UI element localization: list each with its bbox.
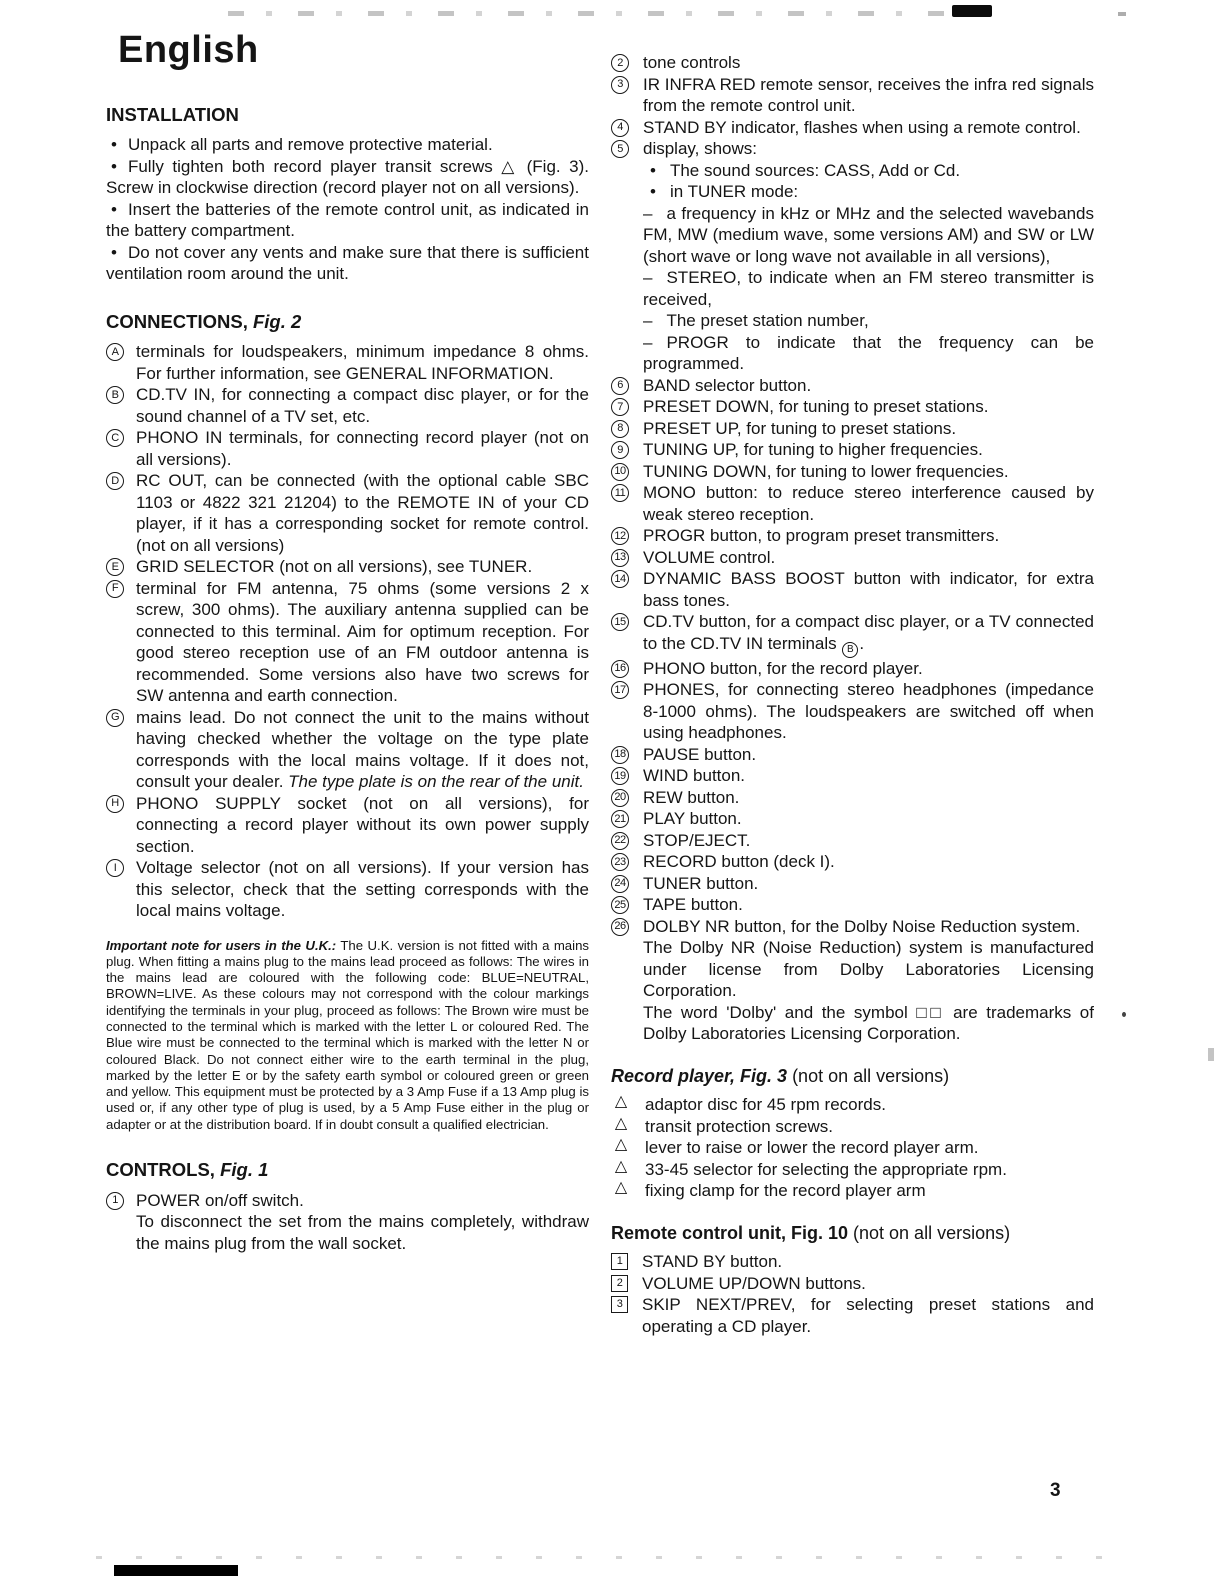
section-heading-connections: CONNECTIONS, Fig. 2 [106, 310, 302, 332]
item-text: PHONO button, for the record player. [643, 658, 923, 678]
item-text: tone controls [643, 53, 741, 72]
list-item [106, 1190, 589, 1212]
list-item [611, 396, 1094, 418]
list-item [611, 744, 1094, 766]
list-item [611, 117, 1094, 139]
item-text: GRID SELECTOR (not on all versions), see TUNER. [136, 557, 533, 576]
item-text: a frequency in kHz or MHz and the selected wavebands FM, MW (medium wave, some versions AM) and SW or LW (short wave or long wave not available in all versions), [643, 203, 1094, 266]
figure-ref: Fig. 2 [252, 310, 302, 332]
record-player-list [611, 1094, 1094, 1202]
item-marker: 24 [611, 875, 629, 893]
item-marker: 20 [611, 789, 629, 807]
item-marker: 11 [611, 484, 629, 502]
item-text: transit protection screws. [645, 1116, 834, 1136]
list-item [611, 203, 1094, 268]
item-text: adaptor disc for 45 rpm records. [645, 1095, 886, 1114]
item-text: The sound sources: CASS, Add or Cd. [669, 160, 961, 180]
list-item [611, 461, 1094, 483]
item-text: MONO button: to reduce stereo interference caused by weak stereo reception. [643, 483, 1094, 524]
list-item [611, 916, 1094, 938]
item-text: RECORD button (deck I). [643, 852, 835, 871]
power-switch-note: To disconnect the set from the mains completely, withdraw the mains plug from the wall socket. [136, 1212, 589, 1253]
controls-list-left [106, 1190, 589, 1212]
warning-triangle-icon: △ [614, 1157, 628, 1175]
item-marker: 23 [611, 853, 629, 871]
item-text: lever to raise or lower the record player arm. [645, 1138, 979, 1157]
item-text: TUNER button. [643, 873, 759, 893]
item-text: mains lead. Do not connect the unit to the mains without having checked whether the voltage on the type plate corresponds with the local mains voltage. If it does not, consult your dealer. The type plate is on the rear of the unit. [136, 707, 589, 791]
item-marker: 3 [611, 76, 629, 94]
warning-triangle-icon: △ [614, 1179, 628, 1196]
section-heading-record-player: Record player, Fig. 3 (not on all versions) [611, 1065, 950, 1086]
list-item [611, 138, 1094, 160]
list-item [611, 658, 1094, 680]
connections-list [106, 341, 589, 922]
item-marker: 1 [106, 1192, 124, 1210]
list-item [106, 707, 589, 793]
item-marker: 21 [611, 810, 629, 828]
item-text: SKIP NEXT/PREV, for selecting preset stations and operating a CD player. [642, 1295, 1094, 1336]
item-text: The preset station number, [666, 311, 869, 330]
item-text: PHONO IN terminals, for connecting record player (not on all versions). [136, 428, 589, 469]
warning-triangle-icon: △ [614, 1136, 628, 1153]
item-marker: E [106, 558, 124, 576]
item-text: REW button. [643, 787, 740, 807]
item-text: in TUNER mode: [669, 182, 799, 201]
list-item [611, 375, 1094, 397]
item-text: Insert the batteries of the remote control unit, as indicated in the battery compartment. [106, 199, 589, 240]
scan-artifact-top-text [228, 11, 970, 16]
item-text: PRESET DOWN, for tuning to preset stations. [643, 397, 989, 416]
list-item [611, 1094, 1094, 1116]
item-marker: 5 [611, 140, 629, 158]
list-item [611, 310, 1094, 332]
item-marker: B [106, 386, 124, 404]
item-marker: 7 [611, 398, 629, 416]
list-item [611, 873, 1094, 895]
list-item [611, 52, 1094, 74]
list-item [106, 242, 589, 285]
left-column [106, 29, 589, 1254]
item-text: VOLUME UP/DOWN buttons. [642, 1273, 866, 1293]
list-item [106, 156, 589, 199]
item-text: fixing clamp for the record player arm [645, 1181, 926, 1200]
item-marker: 17 [611, 681, 629, 699]
item-text: STAND BY button. [642, 1252, 783, 1271]
item-text: Unpack all parts and remove protective material. [127, 135, 493, 154]
remote-control-list [611, 1251, 1094, 1337]
scan-artifact-bottom-line [96, 1556, 1126, 1559]
item-text: terminal for FM antenna, 75 ohms (some versions 2 x screw, 300 ohms). The auxiliary antenna supplied can be connected to this terminal. Aim for optimum reception. For good stereo reception use of an FM outdoor antenna is recommended. Some versions also have two screws for SW antenna and earth connection. [136, 578, 589, 705]
item-text: CD.TV IN, for connecting a compact disc player, or for the sound channel of a TV set, etc. [136, 385, 589, 426]
item-marker: A [106, 343, 124, 361]
item-marker: 15 [611, 613, 629, 631]
item-text: DOLBY NR button, for the Dolby Noise Reduction system. [643, 916, 1081, 936]
item-marker: 18 [611, 746, 629, 764]
warning-triangle-icon: △ [614, 1114, 628, 1132]
list-item [611, 418, 1094, 440]
circled-letter-ref: B [842, 642, 858, 658]
item-text: PROGR to indicate that the frequency can be programmed. [643, 332, 1094, 373]
list-item [106, 470, 589, 556]
scan-artifact-top-blob [952, 5, 992, 17]
scan-artifact-dot [1122, 1012, 1126, 1017]
list-item [611, 160, 1094, 182]
item-text: PAUSE button. [643, 744, 757, 764]
uk-note-lead: Important note for users in the U.K.: [106, 937, 337, 953]
item-text: DYNAMIC BASS BOOST button with indicator, for extra bass tones. [643, 569, 1094, 610]
item-marker: 22 [611, 832, 629, 850]
item-marker: – [643, 311, 653, 330]
list-item [611, 611, 1094, 658]
scan-artifact-bottom-bar [114, 1565, 238, 1576]
list-item [611, 894, 1094, 916]
list-item [611, 765, 1094, 787]
item-text: STAND BY indicator, flashes when using a remote control. [643, 117, 1081, 137]
item-text: BAND selector button. [643, 375, 812, 395]
list-item [611, 547, 1094, 569]
list-item [106, 384, 589, 427]
item-marker: C [106, 429, 124, 447]
item-text: 33-45 selector for selecting the appropriate rpm. [645, 1159, 1007, 1179]
item-marker: • [111, 135, 117, 154]
uk-note-body: The U.K. version is not fitted with a mains plug. When fitting a mains plug to the mains lead proceed as follows: The wires in the mains lead are coloured with the following code: BLUE=NEUTRAL, BROWN=LIVE. As these colours may not correspond with the colour markings identifying the terminals in your plug, proceed as follows: The Brown wire must be connected to the terminal which is marked with the letter L or coloured Red. The Blue wire must be connected to the terminal which is marked with the letter N or coloured Black. Do not connect either wire to the earth terminal in the plug, marked by the letter E or by the safety earth symbol or coloured green or green and yellow. This equipment must be protected by a 3 Amp Fuse if a 13 Amp plug is used or, if any other type of plug is used, by a 5 Amp Fuse either in the plug or adapter or at the distribution board. If in doubt consult a qualified electrician. [106, 937, 589, 1132]
item-marker: • [650, 182, 656, 201]
item-marker: 10 [611, 463, 629, 481]
item-text: WIND button. [643, 766, 746, 785]
item-marker: 8 [611, 420, 629, 438]
right-column [611, 52, 1094, 1337]
item-marker: • [650, 160, 656, 180]
item-text: PHONES, for connecting stereo headphones (impedance 8-1000 ohms). The loudspeakers are switched off when using headphones. [643, 680, 1094, 742]
item-marker: – [643, 268, 653, 287]
list-item [106, 134, 589, 156]
item-marker: 9 [611, 441, 629, 459]
list-item [106, 199, 589, 242]
installation-list [106, 134, 589, 285]
section-heading-remote-control: Remote control unit, Fig. 10 (not on all versions) [611, 1222, 1011, 1243]
item-marker: 4 [611, 119, 629, 137]
item-text: TUNING DOWN, for tuning to lower frequencies. [643, 461, 1009, 481]
item-text: RC OUT, can be connected (with the optional cable SBC 1103 or 4822 321 21204) to the REMOTE IN of your CD player, if it has a corresponding socket for remote control. (not on all versions) [136, 471, 589, 555]
item-text: terminals for loudspeakers, minimum impedance 8 ohms. For further information, see GENERAL INFORMATION. [136, 342, 589, 383]
list-item [611, 1294, 1094, 1337]
item-marker: • [111, 156, 117, 176]
item-marker: G [106, 709, 124, 727]
item-text: Fully tighten both record player transit screws △ (Fig. 3). Screw in clockwise direction (record player not on all versions). [106, 156, 589, 197]
item-marker: 2 [611, 54, 629, 72]
list-item [611, 525, 1094, 547]
item-text: The word 'Dolby' and the symbol □□ are trademarks of Dolby Laboratories Licensing Corporation. [643, 1002, 1094, 1043]
list-item [106, 793, 589, 858]
item-text: Do not cover any vents and make sure that there is sufficient ventilation room around the unit. [106, 242, 589, 283]
item-text: IR INFRA RED remote sensor, receives the infra red signals from the remote control unit. [643, 74, 1094, 115]
item-text: PLAY button. [643, 809, 742, 828]
figure-ref: Fig. 1 [220, 1159, 269, 1181]
item-marker: – [643, 203, 653, 223]
page-number: 3 [1050, 1480, 1061, 1501]
item-marker: D [106, 472, 124, 490]
controls-list-right [611, 52, 1094, 1045]
list-item [611, 1137, 1094, 1159]
item-text: VOLUME control. [643, 547, 776, 567]
item-text: STOP/EJECT. [643, 830, 751, 850]
list-item [611, 1251, 1094, 1273]
item-text: Voltage selector (not on all versions). If your version has this selector, check that the setting corresponds with the local mains voltage. [136, 858, 589, 920]
item-marker: 14 [611, 570, 629, 588]
item-text: PRESET UP, for tuning to preset stations. [643, 418, 957, 438]
list-item [611, 439, 1094, 461]
list-item [611, 74, 1094, 117]
list-item [611, 787, 1094, 809]
list-item [611, 1180, 1094, 1202]
item-marker: 16 [611, 660, 629, 678]
scan-artifact-top-dot [1118, 12, 1126, 16]
list-item [611, 568, 1094, 611]
list-item [611, 332, 1094, 375]
item-text: PHONO SUPPLY socket (not on all versions), for connecting a record player without its own power supply section. [136, 793, 589, 856]
item-marker: F [106, 580, 124, 598]
list-item [106, 427, 589, 470]
item-marker: 1 [611, 1253, 628, 1270]
section-heading-controls: CONTROLS, Fig. 1 [106, 1159, 269, 1181]
item-text: TUNING UP, for tuning to higher frequencies. [643, 440, 983, 459]
list-item [611, 808, 1094, 830]
item-marker: • [111, 242, 117, 262]
uk-note [106, 938, 589, 1134]
list-item [106, 341, 589, 384]
list-item [611, 1273, 1094, 1295]
list-item [611, 1002, 1094, 1045]
list-item [611, 851, 1094, 873]
scan-artifact-edge-mark [1208, 1048, 1214, 1061]
list-item [611, 830, 1094, 852]
item-marker: 6 [611, 377, 629, 395]
item-text: PROGR button, to program preset transmitters. [643, 526, 1000, 545]
list-item [611, 181, 1094, 203]
item-marker: 13 [611, 549, 629, 567]
item-marker: 12 [611, 527, 629, 545]
list-item [611, 482, 1094, 525]
list-item [106, 556, 589, 578]
item-text: POWER on/off switch. [136, 1190, 304, 1210]
item-text: CD.TV button, for a compact disc player, or a TV connected to the CD.TV IN terminals B . [643, 611, 1094, 658]
item-marker: 26 [611, 918, 629, 936]
item-marker: I [106, 859, 124, 877]
item-text: TAPE button. [643, 895, 743, 914]
list-item [106, 857, 589, 922]
list-item [106, 578, 589, 707]
item-text: display, shows: [643, 139, 758, 158]
list-item [611, 679, 1094, 744]
list-item [611, 267, 1094, 310]
item-marker: 2 [611, 1275, 628, 1292]
list-item [611, 1159, 1094, 1181]
item-marker: • [111, 199, 117, 219]
item-marker: 25 [611, 896, 629, 914]
item-marker: – [643, 332, 653, 352]
item-text: The Dolby NR (Noise Reduction) system is manufactured under license from Dolby Laboratories Licensing Corporation. [643, 938, 1094, 1000]
item-marker: 3 [611, 1296, 628, 1313]
list-item [611, 937, 1094, 1002]
item-marker: 19 [611, 767, 629, 785]
page-title: English [118, 29, 259, 71]
item-marker: H [106, 795, 124, 813]
item-text: STEREO, to indicate when an FM stereo transmitter is received, [643, 268, 1094, 309]
warning-triangle-icon: △ [614, 1093, 628, 1110]
list-item [611, 1116, 1094, 1138]
section-heading-installation: INSTALLATION [106, 103, 239, 125]
